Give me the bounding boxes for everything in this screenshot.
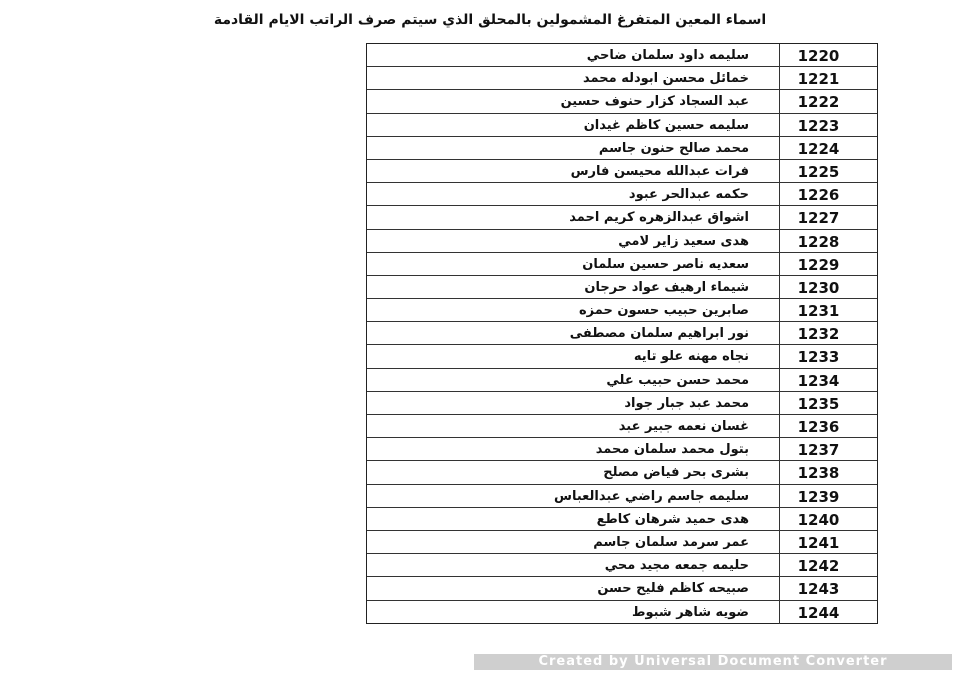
row-number-cell: 1226 xyxy=(797,186,840,205)
table-row xyxy=(367,299,877,322)
row-name-cell: هدى حميد شرهان كاطع xyxy=(367,508,780,530)
row-number-cell: 1234 xyxy=(797,371,840,390)
row-number-cell: 1221 xyxy=(797,70,840,89)
row-name-cell: اشواق عبدالزهره كريم احمد xyxy=(367,206,780,228)
row-number-cell: 1237 xyxy=(797,441,840,460)
watermark-banner: Created by Universal Document Converter xyxy=(474,654,952,670)
row-number-cell: 1241 xyxy=(797,533,840,552)
row-name-cell: محمد حسن حبيب علي xyxy=(367,369,780,391)
table-row xyxy=(367,531,877,554)
row-name-cell: سليمه حسين كاظم غيدان xyxy=(367,114,780,136)
row-name-cell: حليمه جمعه مجيد محي xyxy=(367,554,780,576)
row-number-cell: 1229 xyxy=(797,255,840,274)
row-number-cell: 1242 xyxy=(797,557,840,576)
row-number-cell: 1232 xyxy=(797,325,840,344)
table-row xyxy=(367,230,877,253)
row-number-cell: 1224 xyxy=(797,139,840,158)
table-row xyxy=(367,577,877,600)
row-number-cell: 1233 xyxy=(797,348,840,367)
names-table xyxy=(366,43,878,624)
table-row xyxy=(367,508,877,531)
row-name-cell: صبيحه كاظم فليح حسن xyxy=(367,577,780,599)
row-number-cell: 1236 xyxy=(797,418,840,436)
table-row xyxy=(367,90,877,113)
table-row xyxy=(367,415,877,438)
row-number-cell: 1240 xyxy=(797,510,840,529)
table-row xyxy=(367,322,877,345)
row-number-cell: 1225 xyxy=(797,162,840,181)
table-row xyxy=(367,183,877,206)
table-row xyxy=(367,601,877,624)
row-name-cell: نور ابراهيم سلمان مصطفى xyxy=(367,322,780,344)
row-number-cell: 1239 xyxy=(797,487,840,506)
row-number-cell: 1238 xyxy=(797,464,840,483)
table-row xyxy=(367,44,877,67)
table-row xyxy=(367,114,877,137)
table-row xyxy=(367,554,877,577)
row-name-cell: حكمه عبدالحر عبود xyxy=(367,183,780,205)
row-number-cell: 1227 xyxy=(797,209,840,228)
row-number-cell: 1223 xyxy=(797,116,840,135)
row-name-cell: نجاه مهنه علو تايه xyxy=(367,345,780,367)
document-title: اسماء المعين المتفرغ المشمولين بالمحلق الذي سيتم صرف الراتب الايام القادمة xyxy=(213,12,767,28)
row-number-cell: 1222 xyxy=(797,93,840,112)
row-name-cell: صابرين حبيب حسون حمزه xyxy=(367,299,780,321)
table-row xyxy=(367,206,877,229)
table-row xyxy=(367,461,877,484)
row-name-cell: محمد عبد جبار جواد xyxy=(367,392,780,414)
row-name-cell: هدى سعيد زاير لامي xyxy=(367,230,780,252)
row-name-cell: ضويه شاهر شبوط xyxy=(367,601,780,624)
table-row xyxy=(367,160,877,183)
row-number-cell: 1243 xyxy=(797,580,840,599)
row-name-cell: فرات عبدالله محيسن فارس xyxy=(367,160,780,182)
row-name-cell: سليمه داود سلمان ضاحي xyxy=(367,44,780,66)
row-number-cell: 1231 xyxy=(797,302,840,321)
row-name-cell: محمد صالح حنون جاسم xyxy=(367,137,780,159)
table-row xyxy=(367,392,877,415)
table-row xyxy=(367,67,877,90)
table-row xyxy=(367,345,877,368)
row-name-cell: سليمه جاسم راضي عبدالعباس xyxy=(367,485,780,507)
row-number-cell: 1228 xyxy=(797,232,840,251)
row-number-cell: 1235 xyxy=(797,394,840,413)
row-number-cell: 1230 xyxy=(797,278,840,297)
table-row xyxy=(367,369,877,392)
row-name-cell: بشرى بحر فياض مصلح xyxy=(367,461,780,483)
table-row xyxy=(367,438,877,461)
table-row xyxy=(367,276,877,299)
row-number-cell: 1244 xyxy=(797,603,840,622)
row-name-cell: سعديه ناصر حسين سلمان xyxy=(367,253,780,275)
row-name-cell: بتول محمد سلمان محمد xyxy=(367,438,780,460)
row-name-cell: شيماء ارهيف عواد حرجان xyxy=(367,276,780,298)
row-name-cell: عبد السجاد كزار حنوف حسين xyxy=(367,90,780,112)
row-name-cell: عمر سرمد سلمان جاسم xyxy=(367,531,780,553)
row-name-cell: غسان نعمه جبير عبد xyxy=(367,415,780,437)
table-row xyxy=(367,485,877,508)
table-row xyxy=(367,137,877,160)
row-name-cell: خمائل محسن ابودله محمد xyxy=(367,67,780,89)
row-number-cell: 1220 xyxy=(797,47,840,65)
table-row xyxy=(367,253,877,276)
